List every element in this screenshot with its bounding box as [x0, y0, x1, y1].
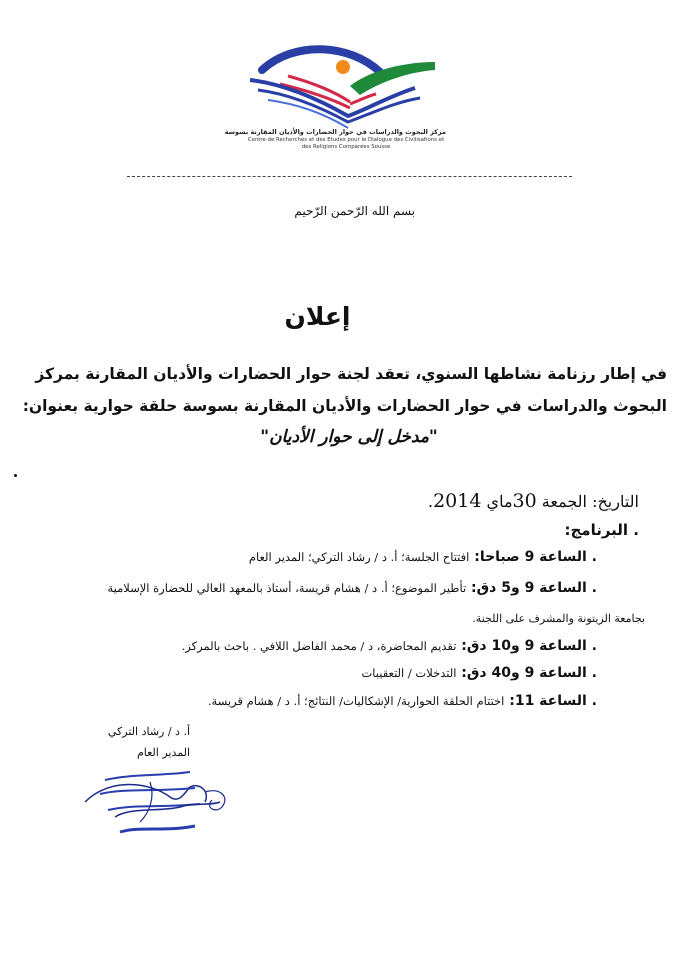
program-item-hour: . الساعة 9 صباحا: [469, 549, 597, 565]
signatory-role: المدير العام [136, 746, 190, 759]
date-label: التاريخ: الجمعة [536, 492, 639, 511]
program-item [107, 580, 597, 596]
program-item-hour: . الساعة 11: [504, 693, 597, 709]
program-item [361, 665, 597, 681]
stamp-line-1 [105, 772, 190, 780]
program-item-continuation: بجامعة الزيتونة والمشرف على اللجنة. [472, 612, 645, 625]
date-month: ماي [481, 492, 513, 511]
stamp-line-2 [100, 788, 195, 794]
logo-blue-arc [262, 49, 380, 72]
program-item [249, 549, 597, 565]
program-item-hour: . الساعة 9 و10 دق: [456, 638, 597, 654]
intro-line-1: في إطار رزنامة نشاطها السنوي، تعقد لجنة حوار الحضارات والأديان المقارنة بمركز [35, 365, 667, 383]
org-name-french: Centre de Recherches et des Etudes pour le Dialogue des Civilisations et des Religions Comparées Sousse [247, 137, 445, 150]
date-year: 2014 [433, 490, 482, 512]
logo-sun [336, 60, 350, 74]
program-item [208, 693, 597, 709]
program-item [182, 638, 597, 654]
signature-stroke-2 [115, 802, 220, 817]
program-item-text: اختتام الحلقة الحوارية/ الإشكاليات/ النتائج؛ أ. د / هشام قريسة. [207, 694, 505, 708]
header-divider [127, 176, 572, 177]
program-label: . البرنامج: [564, 521, 639, 539]
signatory-name: أ. د / رشاد التركي [107, 725, 190, 738]
logo-red-base [350, 94, 376, 104]
program-item-text: تقديم المحاضرة، د / محمد الفاضل اللافي . باحث بالمركز. [181, 639, 457, 653]
org-name-arabic: مركز البحوث والدراسات في حوار الحضارات والأديان المقارنة بسوسة [224, 128, 446, 136]
center-logo [240, 40, 440, 130]
announcement-title: إعلان [284, 302, 351, 331]
program-item-text: التدخلات / التعقيبات [361, 666, 457, 680]
program-item-text: افتتاح الجلسة؛ أ. د / رشاد التركي؛ المدير العام [248, 550, 470, 564]
program-item-hour: . الساعة 9 و5 دق: [466, 580, 597, 596]
stray-mark [14, 474, 17, 477]
program-item-hour: . الساعة 9 و40 دق: [456, 665, 597, 681]
signature-stamp [30, 762, 240, 857]
event-date [428, 490, 639, 512]
program-item-text: تأطير الموضوع؛ أ. د / هشام قريسة، أستاذ بالمعهد العالي للحضارة الإسلامية [107, 581, 467, 595]
talk-title: "مدخل إلى حوار الأديان" [260, 427, 438, 447]
date-day: 30 [512, 490, 537, 512]
intro-line-2: البحوث والدراسات في حوار الحضارات والأديان المقارنة بسوسة حلقة حوارية بعنوان: [22, 397, 667, 415]
stamp-name-line [120, 826, 195, 832]
basmala: بسم الله الرّحمن الرّحيم [294, 204, 415, 218]
logo-green-wave [350, 62, 435, 95]
logo-blue-wave-1 [250, 80, 415, 116]
date-end: . [428, 492, 434, 511]
signature-loop [205, 791, 225, 810]
